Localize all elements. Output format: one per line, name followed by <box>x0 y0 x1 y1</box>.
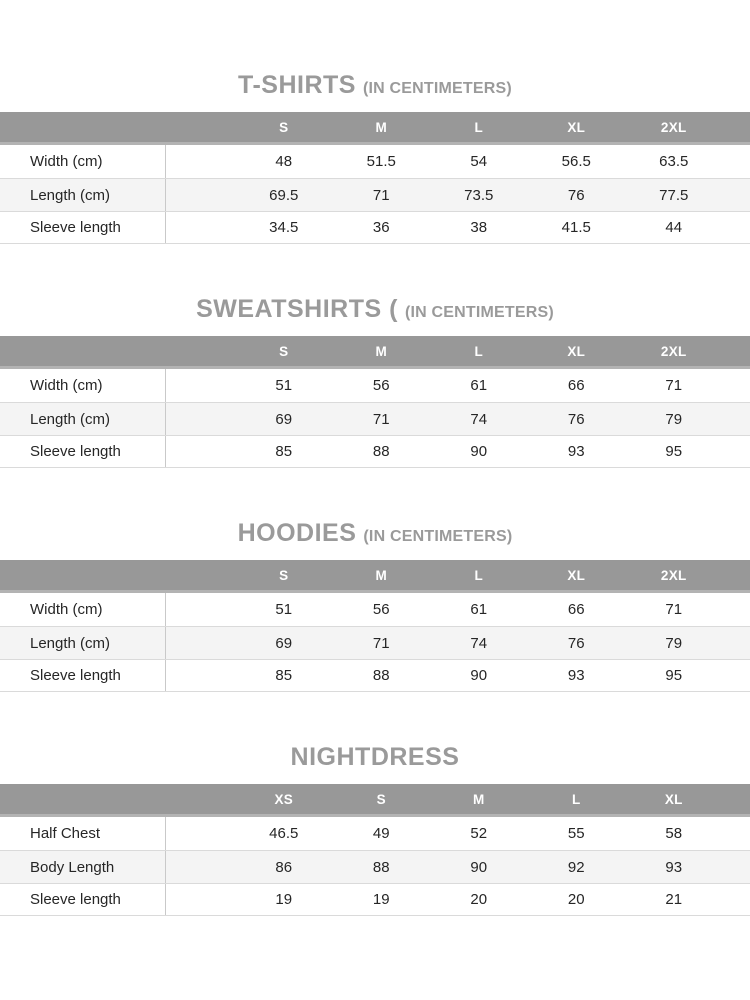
measurement-value: 85 <box>275 667 293 684</box>
measurement-value: 93 <box>665 858 683 876</box>
measurement-value: 86 <box>275 858 293 876</box>
measurement-value: 69.5 <box>269 186 299 204</box>
size-column-header: L <box>571 791 581 807</box>
measurement-value: 55 <box>567 825 585 842</box>
measurement-value: 66 <box>567 377 585 394</box>
size-header-row <box>0 784 750 817</box>
measurement-value: 51.5 <box>366 153 396 170</box>
measurement-value: 74 <box>470 410 488 428</box>
measurement-row <box>0 883 750 916</box>
size-column-header: M <box>472 791 485 807</box>
measurement-label: Sleeve length <box>0 660 166 691</box>
header-gap-spacer <box>166 784 235 814</box>
table-body <box>0 817 750 916</box>
measurement-value: 77.5 <box>659 186 689 204</box>
measurement-row <box>0 402 750 435</box>
row-gap-spacer <box>166 436 235 467</box>
measurement-value: 58 <box>665 825 683 842</box>
measurement-label: Sleeve length <box>0 884 166 915</box>
row-gap-spacer <box>166 627 235 659</box>
measurement-value: 88 <box>372 858 390 876</box>
chart-title-main: NIGHTDRESS <box>290 743 460 771</box>
measurement-row <box>0 178 750 211</box>
measurement-value: 88 <box>372 443 390 460</box>
measurement-row <box>0 435 750 468</box>
row-gap-spacer <box>166 403 235 435</box>
measurement-value: 69 <box>275 410 293 428</box>
measurement-value: 19 <box>372 891 390 908</box>
size-header-row <box>0 112 750 145</box>
size-column-header: L <box>474 567 484 583</box>
measurement-row <box>0 369 750 402</box>
measurement-value: 34.5 <box>269 219 299 236</box>
measurement-label: Width (cm) <box>0 145 166 178</box>
row-gap-spacer <box>166 817 235 850</box>
measurement-value: 21 <box>665 891 683 908</box>
row-gap-spacer <box>166 851 235 883</box>
size-column-header: 2XL <box>660 119 687 135</box>
chart-title-unit: (IN CENTIMETERS) <box>363 528 513 545</box>
measurement-value: 41.5 <box>561 219 591 236</box>
table-body <box>0 145 750 244</box>
measurement-label: Width (cm) <box>0 369 166 402</box>
size-column-header: XL <box>664 791 683 807</box>
size-table <box>0 560 750 692</box>
table-body <box>0 369 750 468</box>
measurement-value: 44 <box>665 219 683 236</box>
size-column-header: 2XL <box>660 343 687 359</box>
header-gap-spacer <box>166 336 235 366</box>
measurement-label: Length (cm) <box>0 627 166 659</box>
size-chart-section <box>0 294 750 468</box>
size-column-header: S <box>376 791 386 807</box>
measurement-value: 71 <box>372 186 390 204</box>
size-table <box>0 336 750 468</box>
row-gap-spacer <box>166 212 235 243</box>
size-header-row <box>0 336 750 369</box>
size-column-header: S <box>279 567 289 583</box>
header-gap-spacer <box>166 560 235 590</box>
size-column-header: S <box>279 119 289 135</box>
size-column-header: XS <box>274 791 294 807</box>
measurement-value: 95 <box>665 443 683 460</box>
measurement-value: 20 <box>470 891 488 908</box>
row-gap-spacer <box>166 593 235 626</box>
row-gap-spacer <box>166 179 235 211</box>
measurement-value: 46.5 <box>269 825 299 842</box>
measurement-value: 90 <box>470 858 488 876</box>
measurement-value: 74 <box>470 634 488 652</box>
measurement-value: 69 <box>275 634 293 652</box>
chart-title <box>0 742 750 772</box>
measurement-row <box>0 145 750 178</box>
measurement-value: 61 <box>470 601 488 618</box>
chart-title <box>0 294 750 324</box>
measurement-value: 51 <box>275 601 293 618</box>
measurement-label: Sleeve length <box>0 212 166 243</box>
measurement-row <box>0 817 750 850</box>
measurement-value: 51 <box>275 377 293 394</box>
header-label-spacer <box>0 560 166 590</box>
chart-title <box>0 70 750 100</box>
header-label-spacer <box>0 784 166 814</box>
measurement-value: 93 <box>567 443 585 460</box>
size-column-header: M <box>375 119 388 135</box>
row-gap-spacer <box>166 884 235 915</box>
measurement-row <box>0 593 750 626</box>
chart-title <box>0 518 750 548</box>
measurement-label: Half Chest <box>0 817 166 850</box>
size-column-header: L <box>474 343 484 359</box>
header-label-spacer <box>0 112 166 142</box>
measurement-value: 56 <box>372 601 390 618</box>
measurement-value: 90 <box>470 443 488 460</box>
size-column-header: M <box>375 567 388 583</box>
measurement-value: 71 <box>665 377 683 394</box>
measurement-value: 66 <box>567 601 585 618</box>
chart-title-main: HOODIES <box>237 519 357 547</box>
measurement-value: 61 <box>470 377 488 394</box>
size-chart-section <box>0 518 750 692</box>
measurement-value: 93 <box>567 667 585 684</box>
size-chart-section <box>0 70 750 244</box>
measurement-row <box>0 659 750 692</box>
size-table <box>0 112 750 244</box>
measurement-row <box>0 850 750 883</box>
row-gap-spacer <box>166 660 235 691</box>
measurement-value: 79 <box>665 634 683 652</box>
measurement-row <box>0 626 750 659</box>
size-column-header: M <box>375 343 388 359</box>
size-column-header: XL <box>567 343 586 359</box>
measurement-value: 92 <box>567 858 585 876</box>
measurement-label: Length (cm) <box>0 403 166 435</box>
measurement-value: 88 <box>372 667 390 684</box>
size-column-header: XL <box>567 567 586 583</box>
measurement-value: 73.5 <box>464 186 494 204</box>
measurement-value: 54 <box>470 153 488 170</box>
measurement-value: 71 <box>372 634 390 652</box>
row-gap-spacer <box>166 369 235 402</box>
size-column-header: 2XL <box>660 567 687 583</box>
measurement-value: 20 <box>567 891 585 908</box>
measurement-value: 49 <box>372 825 390 842</box>
measurement-value: 71 <box>665 601 683 618</box>
measurement-value: 90 <box>470 667 488 684</box>
measurement-value: 36 <box>372 219 390 236</box>
chart-title-main: SWEATSHIRTS ( <box>196 295 398 323</box>
header-label-spacer <box>0 336 166 366</box>
measurement-value: 79 <box>665 410 683 428</box>
chart-title-unit: (IN CENTIMETERS) <box>362 80 512 97</box>
measurement-value: 56 <box>372 377 390 394</box>
size-column-header: XL <box>567 119 586 135</box>
table-body <box>0 593 750 692</box>
measurement-value: 63.5 <box>659 153 689 170</box>
size-column-header: L <box>474 119 484 135</box>
chart-title-unit: (IN CENTIMETERS) <box>404 304 554 321</box>
measurement-label: Length (cm) <box>0 179 166 211</box>
measurement-value: 71 <box>372 410 390 428</box>
chart-title-main: T-SHIRTS <box>238 71 356 99</box>
measurement-label: Sleeve length <box>0 436 166 467</box>
measurement-value: 76 <box>567 634 585 652</box>
size-chart-section <box>0 742 750 916</box>
measurement-row <box>0 211 750 244</box>
measurement-label: Width (cm) <box>0 593 166 626</box>
measurement-value: 48 <box>275 153 293 170</box>
size-header-row <box>0 560 750 593</box>
measurement-value: 76 <box>567 410 585 428</box>
header-gap-spacer <box>166 112 235 142</box>
measurement-value: 38 <box>470 219 488 236</box>
measurement-value: 76 <box>567 186 585 204</box>
measurement-value: 52 <box>470 825 488 842</box>
measurement-value: 85 <box>275 443 293 460</box>
row-gap-spacer <box>166 145 235 178</box>
measurement-label: Body Length <box>0 851 166 883</box>
size-column-header: S <box>279 343 289 359</box>
size-table <box>0 784 750 916</box>
measurement-value: 56.5 <box>561 153 591 170</box>
measurement-value: 95 <box>665 667 683 684</box>
measurement-value: 19 <box>275 891 293 908</box>
